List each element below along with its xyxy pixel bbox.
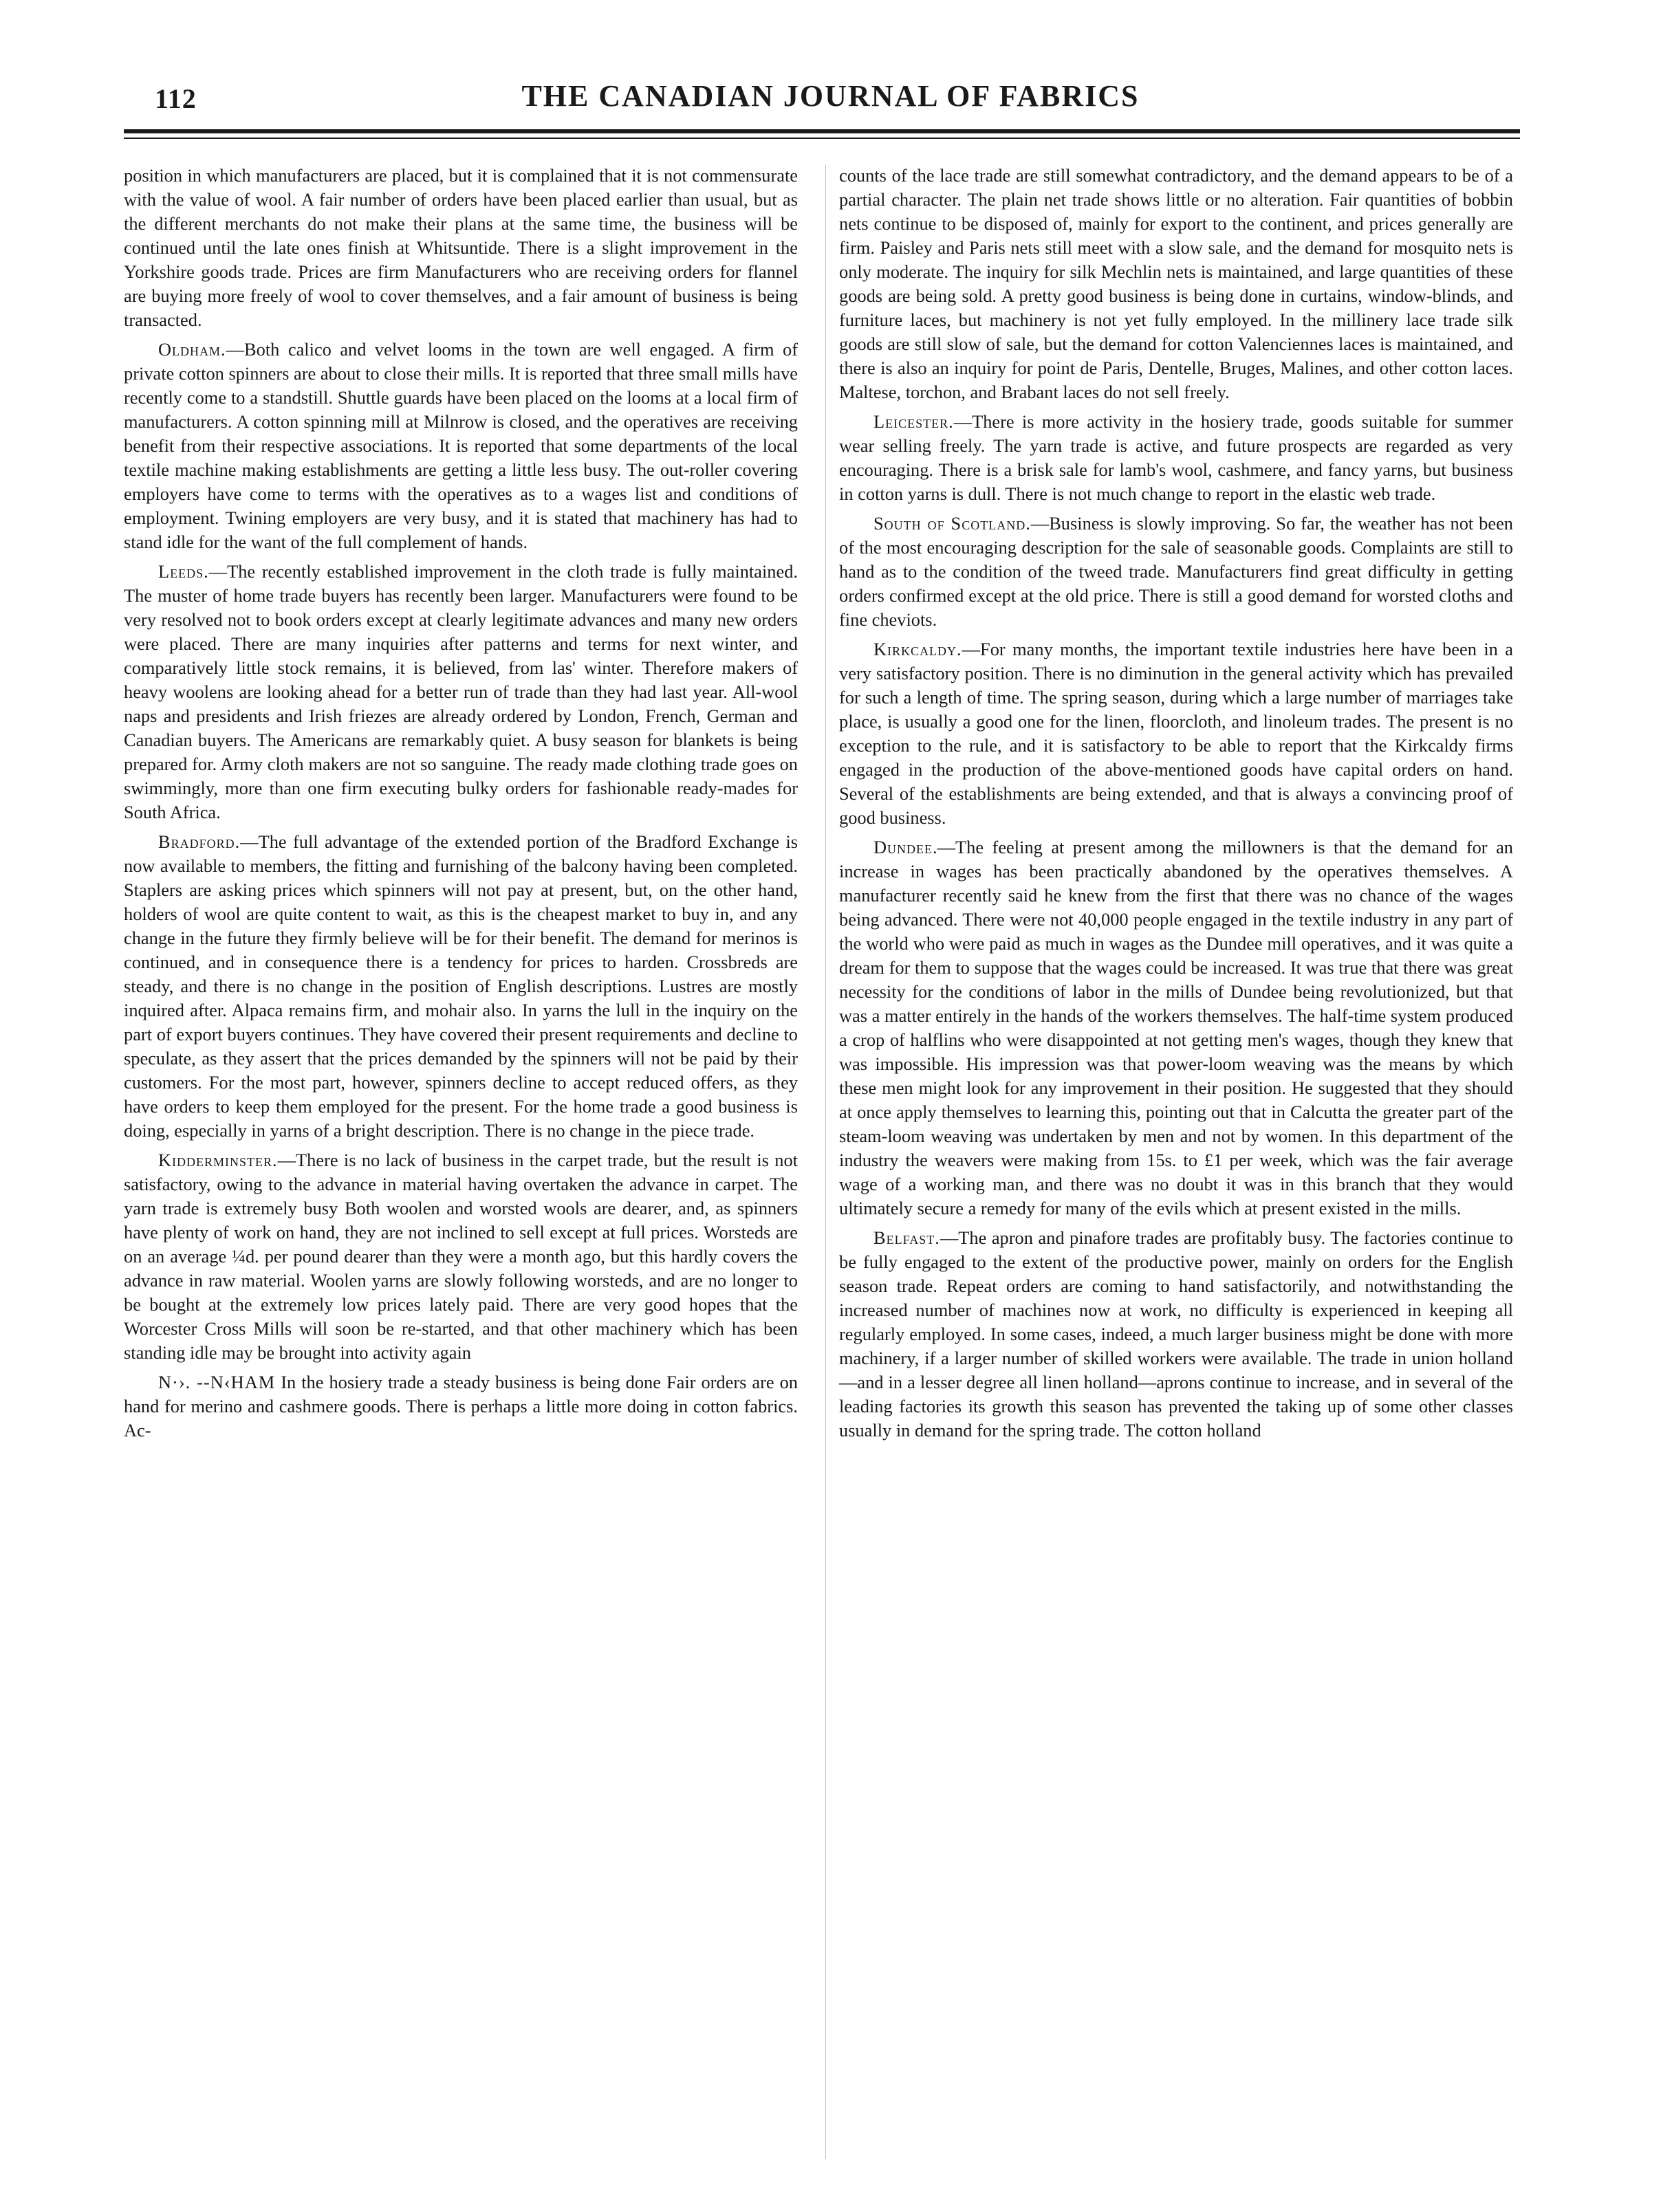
section-body-kidderminster: —There is no lack of business in the carpet trade, but the result is not satisfactory, owing to the advance in material having overtaken the advance in carpet. The yarn trade is extremely busy Both woolen and worsted wools are dearer, and, as spinners have plenty of work on hand, they are not inclined to sell except at full prices. Worsteds are on an average ¼d. per pound dearer than they were a month ago, but this hardly covers the advance in raw material. Woolen yarns are slowly following worsteds, and are no longer to be bought at the extremely low prices lately paid. There are very good hopes that the Worcester Cross Mills will soon be re-started, and that other machinery which has been standing idle may be brought into activity again — [124, 1150, 798, 1363]
section-body-south-of-scotland: —Business is slowly improving. So far, the weather has not been of the most encouraging description for the sale of seasonable goods. Complaints are still to hand as to the condition of the tweed trade. Manufacturers find great difficulty in getting orders confirmed except at the old price. There is still a good demand for worsted cloths and fine cheviots. — [839, 513, 1513, 630]
section-dundee — [839, 835, 1513, 1220]
section-kirkcaldy — [839, 637, 1513, 830]
journal-title: THE CANADIAN JOURNAL OF FABRICS — [521, 79, 1140, 113]
section-nottingham — [124, 1370, 798, 1443]
section-body-kirkcaldy: —For many months, the important textile industries here have been in a very satisfactory position. There is no diminution in the general activity which has prevailed for such a length of time. The spring season, during which a large number of marriages take place, is usually a good one for the linen, floorcloth, and linoleum trades. The present is no exception to the rule, and it is satisfactory to be able to report that the Kirkcaldy firms engaged in the production of the above-mentioned goods have capital orders on hand. Several of the establishments are being extended, and that is always a convincing proof of good business. — [839, 639, 1513, 828]
section-heading-leicester: Leicester. — [873, 411, 954, 432]
paragraph-continued-right: counts of the lace trade are still somewhat contradictory, and the demand appears to be of a partial character. The plain net trade shows little or no alteration. Fair quantities of bobbin nets continue to be disposed of, mainly for export to the continent, and prices generally are firm. Paisley and Paris nets still meet with a slow sale, and the demand for mosquito nets is only moderate. The inquiry for silk Mechlin nets is maintained, and large quantities of these goods are being sold. A pretty good business is being done in curtains, window-blinds, and furniture laces, but machinery is not yet fully employed. In the millinery lace trade silk goods are still slow of sale, but the demand for cotton Valenciennes laces is maintained, and there is also an inquiry for point de Paris, Dentelle, Bruges, Malines, and other cotton laces. Maltese, torchon, and Brabant laces do not sell freely. — [839, 165, 1513, 402]
section-heading-bradford: Bradford. — [158, 831, 241, 852]
header-rule-thick — [124, 129, 1520, 133]
section-body-leicester: —There is more activity in the hosiery trade, goods suitable for summer wear selling freely. The yarn trade is active, and future prospects are regarded as very encouraging. There is a brisk sale for lamb's wool, cashmere, and fancy yarns, but business in cotton yarns is dull. There is not much change to report in the elastic web trade. — [839, 411, 1513, 504]
section-body-oldham: —Both calico and velvet looms in the town are well engaged. A firm of private cotton spinners are about to close their mills. It is reported that three small mills have recently come to a standstill. Shuttle guards have been placed on the looms at a local firm of manufacturers. A cotton spinning mill at Milnrow is closed, and the operatives are receiving benefit from their respective associations. It is reported that some departments of the local textile machine making establishments are getting a little less busy. The out-roller covering employers have come to terms with the operatives as to a wages list and conditions of employment. Twining employers are very busy, and it is stated that machinery has had to stand idle for the want of the full complement of hands. — [124, 339, 798, 552]
left-column — [124, 164, 798, 1448]
section-belfast — [839, 1226, 1513, 1443]
section-body-nottingham: In the hosiery trade a steady business is being done Fair orders are on hand for merino and cashmere goods. There is perhaps a little more doing in cotton fabrics. Ac- — [124, 1372, 798, 1441]
section-leicester — [839, 410, 1513, 506]
section-bradford — [124, 830, 798, 1143]
right-column — [839, 164, 1513, 1448]
section-body-leeds: —The recently established improvement in the cloth trade is fully maintained. The muster of home trade buyers has recently been larger. Manufacturers were found to be very resolved not to book orders except at clearly legitimate advances and many new orders were placed. There are many inquiries after patterns and terms for next winter, and comparatively little stock remains, it is believed, from las' winter. Therefore makers of heavy woolens are looking ahead for a better run of trade than they had last year. All-wool naps and presidents and Irish friezes are already ordered by London, French, German and Canadian buyers. The Americans are remarkably quiet. A busy season for blankets is being prepared for. Army cloth makers are not so sanguine. The ready made clothing trade goes on swimmingly, more than one firm executing bulky orders for fashionable ready-mades for South Africa. — [124, 561, 798, 822]
page-number: 112 — [155, 83, 197, 114]
section-heading-leeds: Leeds. — [158, 561, 209, 582]
section-heading-kirkcaldy: Kirkcaldy. — [873, 639, 962, 659]
section-body-dundee: .—The feeling at present among the millowners is that the demand for an increase in wages has been practically abandoned by the operatives themselves. A manufacturer recently said he knew from the first that there was no chance of the wages being advanced. There were not 40,000 people engaged in the textile industry in any part of the world who were paid as much in wages as the Dundee mill operatives, and it was quite a dream for them to suppose that the wages could be increased. It was true that there was great necessity for the conditions of labor in the mills of Dundee being revolutionized, but that was a matter entirely in the hands of the workers themselves. The half-time system produced a crop of halflins who were disappointed at not getting men's wages, though they knew that was impossible. His impression was that power-loom weaving was the means by which these men might look for any improvement in their position. He suggested that they should at once apply themselves to learning this, pointing out that in Calcutta the greater part of the steam-loom weaving was undertaken by men and not by women. In this department of the industry the weavers were making from 15s. to £1 per week, which was the fair average wage of a working man, and there was no doubt it was in this branch that they would ultimately secure a remedy for many of the evils which at present existed in the mills. — [839, 837, 1513, 1218]
section-heading-oldham: Oldham. — [158, 339, 226, 360]
section-leeds — [124, 560, 798, 824]
header-rule-thin — [124, 138, 1520, 139]
section-oldham — [124, 338, 798, 554]
section-heading-dundee: Dundee — [873, 837, 933, 857]
section-heading-belfast: Belfast. — [873, 1227, 940, 1248]
section-body-belfast: —The apron and pinafore trades are profitably busy. The factories continue to be fully engaged to the extent of the productive power, mainly on orders for the English season trade. Repeat orders are coming to hand satisfactorily, and notwithstanding the increased number of machines now at work, no difficulty is experienced in keeping all regularly employed. In some cases, indeed, a much larger business might be done with more machinery, if a larger number of skilled workers were available. The trade in union holland—and in a lesser degree all linen holland—aprons continue to increase, and in several of the leading factories its growth this season has prevented the taking up of some other classes usually in demand for the spring trade. The cotton holland — [839, 1227, 1513, 1441]
section-body-bradford: —The full advantage of the extended portion of the Bradford Exchange is now available to members, the fitting and furnishing of the balcony having been completed. Staplers are asking prices which spinners will not pay at present, but, on the other hand, holders of wool are quite content to wait, as this is the cheapest market to buy in, and any change in the future they firmly believe will be for their benefit. The demand for merinos is continued, and in consequence there is a tendency for prices to harden. Crossbreds are steady, and there is no change in the position of English descriptions. Lustres are mostly inquired after. Alpaca remains firm, and mohair also. In yarns the lull in the inquiry on the part of export buyers continues. They have covered their present requirements and decline to speculate, as they assert that the prices demanded by the spinners will not be paid by their customers. For the most part, however, spinners decline to accept reduced offers, as they have orders to keep them employed for the present. For the home trade a good business is doing, especially in yarns of a bright description. There is no change in the piece trade. — [124, 831, 798, 1141]
paragraph-continued: position in which manufacturers are placed, but it is complained that it is not commensurate with the value of wool. A fair number of orders have been placed earlier than usual, but as the different merchants do not make their plans at the same time, the business will be continued until the late ones finish at Whitsuntide. There is a slight improvement in the Yorkshire goods trade. Prices are firm Manufacturers who are receiving orders for flannel are buying more freely of wool to cover themselves, and a fair amount of business is being transacted. — [124, 165, 798, 330]
section-heading-south-of-scotland: South of Scotland. — [873, 513, 1031, 534]
section-heading-kidderminster: Kidderminster. — [158, 1150, 278, 1170]
section-heading-nottingham: N·›. ‑‑N‹HAM — [158, 1372, 276, 1392]
column-divider — [825, 165, 826, 2159]
section-kidderminster — [124, 1148, 798, 1365]
section-south-of-scotland — [839, 512, 1513, 632]
